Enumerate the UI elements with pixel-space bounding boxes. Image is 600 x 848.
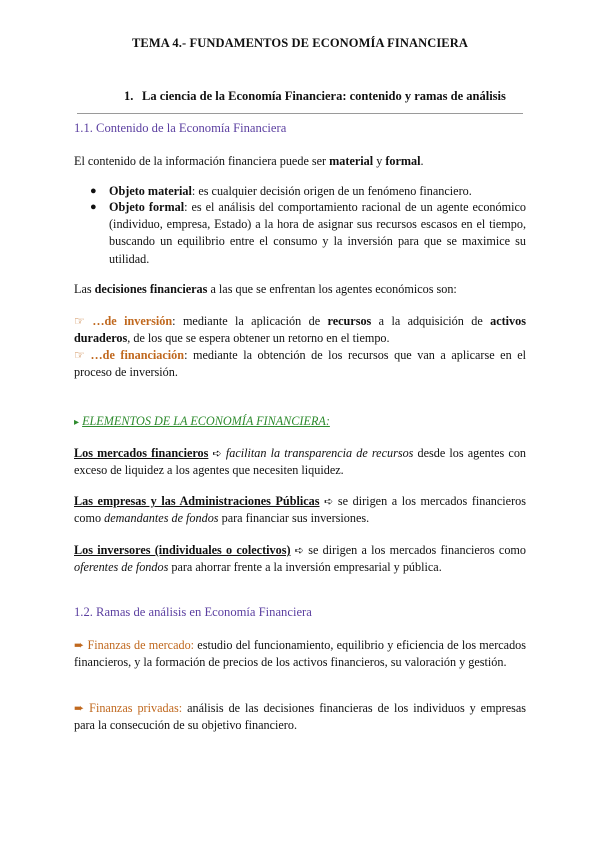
section-heading (124, 89, 506, 104)
branch-market-finance (74, 637, 526, 671)
investment-text-2: a la adquisición de (371, 314, 491, 328)
decisions-bold: decisiones financieras (94, 282, 208, 296)
market-finance-term: Finanzas de mercado: (87, 638, 195, 652)
bullet-item (90, 199, 526, 268)
investment-text-1: : mediante la aplicación de (172, 314, 328, 328)
elements-heading (74, 413, 526, 431)
financing-decision (74, 347, 526, 381)
element-investors (74, 542, 526, 576)
markets-title: Los mercados financieros (74, 446, 209, 460)
bullet-term: Objeto material (109, 184, 192, 198)
section-divider (77, 113, 523, 114)
bullet-term: Objeto formal (109, 200, 185, 214)
investors-text-2: para ahorrar frente a la inversión empresarial y pública. (168, 560, 442, 575)
pointing-hand-icon: ☞ (74, 314, 85, 328)
firms-italic: demandantes de fondos (104, 511, 219, 526)
markets-italic: facilitan la transparencia de recursos (225, 446, 414, 460)
element-firms (74, 493, 526, 527)
firms-title: Las empresas y las Administraciones Públicas (74, 494, 320, 508)
investors-text-1: se dirigen a los mercados financieros como (304, 543, 527, 557)
arrow-right-icon: ➨ (74, 701, 85, 715)
branch-private-finance (74, 700, 526, 734)
financing-text: : mediante la obtención de los recursos que van a aplicarse en el proceso de inversión. (74, 348, 527, 380)
investors-title: Los inversores (individuales o colectivos) (74, 543, 291, 557)
section-number: 1. (124, 89, 134, 103)
decisions-suffix: a las que se enfrentan los agentes económicos son: (207, 282, 457, 296)
arrow-pointer-icon: ➪ (212, 447, 222, 460)
bullet-dot-icon: ● (90, 185, 97, 197)
intro-paragraph (74, 153, 526, 170)
section-title: La ciencia de la Economía Financiera: contenido y ramas de análisis (142, 89, 506, 103)
intro-period: . (420, 154, 424, 168)
arrow-right-icon: ➨ (74, 638, 85, 652)
bullet-item (90, 183, 526, 200)
subsection-heading-1-2: 1.2. Ramas de análisis en Economía Financiera (74, 605, 312, 619)
investment-decision (74, 313, 526, 347)
investment-text-3: , de los que se espera obtener un retorno en el tiempo. (127, 331, 390, 346)
subsection-heading-1-1: 1.1. Contenido de la Economía Financiera (74, 121, 287, 135)
firms-text-1: se dirigen a los mercados financieros como (74, 494, 526, 526)
element-markets (74, 445, 526, 479)
investors-italic: oferentes de fondos (74, 560, 169, 575)
market-finance-text: estudio del funcionamiento, equilibrio y eficiencia de los mercados financieros, y la formación de precios de los activos financieros, su valoración y gestión. (74, 638, 527, 670)
investment-bold-assets: activos duraderos (74, 314, 526, 346)
intro-bold-material: material (329, 154, 374, 168)
firms-text-2: para financiar sus inversiones. (218, 511, 370, 526)
page-title: TEMA 4.- FUNDAMENTOS DE ECONOMÍA FINANCIERA (131, 36, 469, 50)
decisions-paragraph (74, 281, 526, 298)
intro-text: El contenido de la información financiera puede ser (74, 154, 330, 168)
investment-term: …de inversión (92, 314, 173, 328)
decisions-prefix: Las (74, 282, 95, 296)
elements-heading-text: ELEMENTOS DE LA ECONOMÍA FINANCIERA: (82, 414, 330, 428)
investment-bold-resources: recursos (327, 314, 372, 328)
bullet-dot-icon: ● (90, 201, 97, 213)
pointing-hand-icon: ☞ (74, 348, 85, 362)
bullet-text: : es cualquier decisión origen de un fenómeno financiero. (191, 184, 472, 198)
private-finance-text: análisis de las decisiones financieras de los individuos y empresas para la consecución de su objetivo financiero. (74, 701, 527, 733)
markets-text: desde los agentes con exceso de liquidez a los agentes que necesiten liquidez. (74, 446, 527, 478)
intro-bold-formal: formal (385, 154, 421, 168)
intro-connector: y (373, 154, 386, 168)
financing-term: …de financiación (90, 348, 185, 362)
arrow-pointer-icon: ➪ (294, 544, 305, 557)
private-finance-term: Finanzas privadas: (89, 701, 183, 715)
triangle-arrow-icon: ▸ (74, 417, 80, 428)
bullet-text: : es el análisis del comportamiento racional de un agente económico (individuo, empresa, Estado) a la hora de asignar sus recursos escasos en el tiempo, buscando un equilibrio entre el consumo y la inversión para que se maximice su utilidad. (109, 200, 526, 266)
arrow-pointer-icon: ➪ (324, 495, 334, 508)
